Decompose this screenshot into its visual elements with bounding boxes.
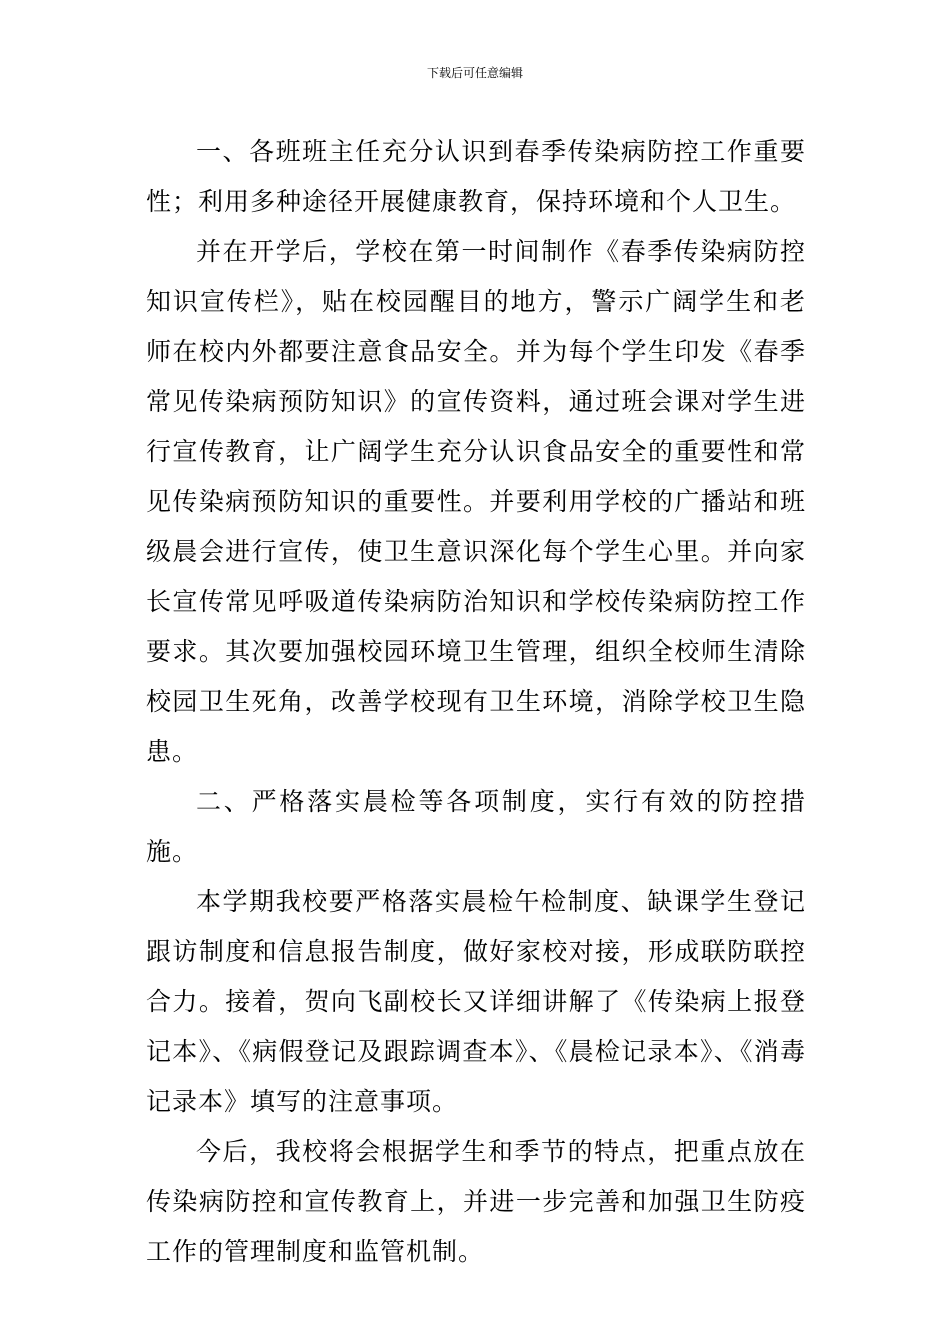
paragraph-3: 二、严格落实晨检等各项制度，实行有效的防控措施。 (146, 787, 806, 866)
document-body (146, 127, 806, 1277)
paragraph-4: 本学期我校要严格落实晨检午检制度、缺课学生登记跟访制度和信息报告制度，做好家校对接，形成联防联控合力。接着，贺向飞副校长又详细讲解了《传染病上报登记本》、《病假登记及跟踪调查本》、《晨检记录本》、《消毒记录本》填写的注意事项。 (146, 887, 806, 1116)
page-header: 下载后可任意编辑 (426, 66, 523, 80)
paragraph-2: 并在开学后，学校在第一时间制作《春季传染病防控知识宣传栏》，贴在校园醒目的地方，警示广阔学生和老师在校内外都要注意食品安全。并为每个学生印发《春季常见传染病预防知识》的宣传资料，通过班会课对学生进行宣传教育，让广阔学生充分认识食品安全的重要性和常见传染病预防知识的重要性。并要利用学校的广播站和班级晨会进行宣传，使卫生意识深化每个学生心里。并向家长宣传常见呼吸道传染病防治知识和学校传染病防控工作要求。其次要加强校园环境卫生管理，组织全校师生清除校园卫生死角，改善学校现有卫生环境，消除学校卫生隐患。 (146, 237, 806, 766)
paragraph-5: 今后，我校将会根据学生和季节的特点，把重点放在传染病防控和宣传教育上，并进一步完善和加强卫生防疫工作的管理制度和监管机制。 (146, 1137, 806, 1266)
paragraph-1: 一、各班班主任充分认识到春季传染病防控工作重要性；利用多种途径开展健康教育，保持环境和个人卫生。 (146, 137, 806, 216)
